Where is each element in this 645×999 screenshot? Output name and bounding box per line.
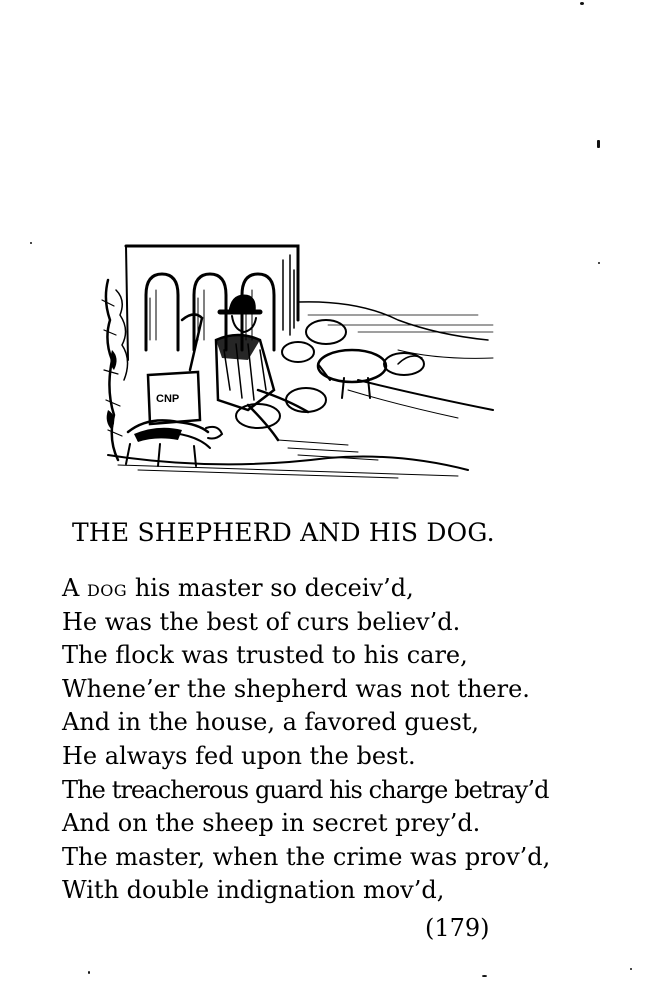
scan-speck — [30, 242, 32, 244]
poem-line-rest: his master so deceiv’d, — [127, 574, 414, 602]
poem-line: He always fed upon the best. — [62, 741, 416, 770]
poem-line: And in the house, a favored guest, — [62, 708, 480, 737]
poem-line: Whene’er the shepherd was not there. — [62, 674, 530, 703]
poem-line-initial: A — [62, 574, 87, 602]
poem-line-small-caps: DOG — [86, 581, 128, 600]
poem-line — [62, 572, 562, 606]
poem-line: The treacherous guard his charge betray’d — [62, 775, 549, 804]
page-title: THE SHEPHERD AND HIS DOG. — [72, 518, 495, 547]
poem-line: With double indignation mov’d, — [62, 876, 445, 905]
poem — [62, 572, 562, 908]
poem-line: The flock was trusted to his care, — [62, 641, 468, 670]
scan-speck — [597, 140, 600, 148]
scan-speck — [598, 262, 600, 264]
page-number: (179) — [425, 914, 490, 942]
scan-speck — [88, 971, 90, 974]
scan-speck — [630, 968, 632, 970]
scan-speck — [482, 975, 487, 977]
milestone-inscription: CNP — [156, 393, 180, 405]
poem-line: He was the best of curs believ’d. — [62, 607, 461, 636]
poem-line: The master, when the crime was prov’d, — [62, 842, 551, 871]
woodcut-illustration — [98, 240, 498, 480]
poem-line: And on the sheep in secret prey’d. — [62, 809, 481, 838]
scan-speck — [580, 2, 584, 5]
